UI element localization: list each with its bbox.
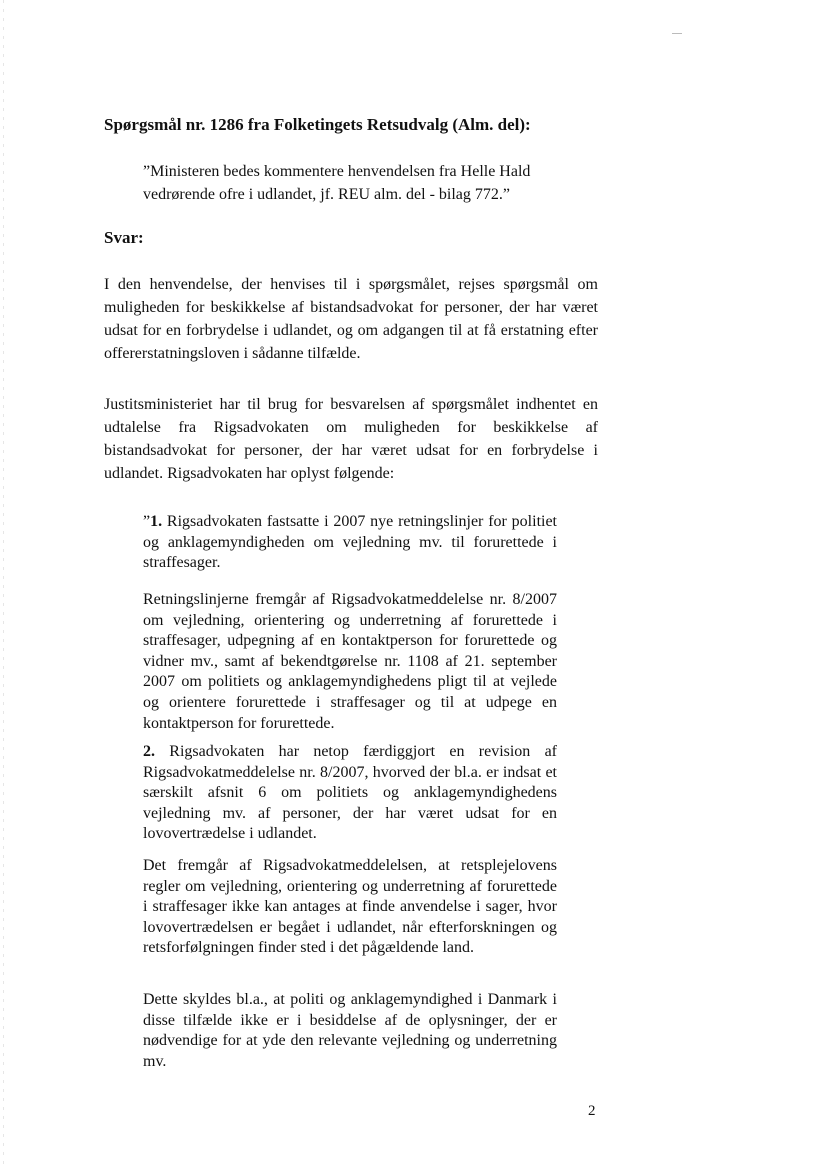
quoted-item-2-followup: Det fremgår af Rigsadvokatmeddelelsen, at retsplejelovens regler om vejledning, orientering og underretning af forurettede i straffesager ikke kan antages at finde anvendelse i sager, hvor lovovertrædelsen er begået i udlandet, når efterforskningen og retsforfølgningen finder sted i det pågældende land. [143,857,557,957]
quoted-item-2 [143,742,557,845]
question-heading: Spørgsmål nr. 1286 fra Folketingets Retsudvalg (Alm. del): [104,115,531,134]
scan-mark [672,33,682,34]
item-number-1: 1. [150,513,163,530]
quoted-item-1 [143,512,557,574]
answer-label: Svar: [104,228,144,247]
question-quote: ”Ministeren bedes kommentere henvendelsen fra Helle Hald vedrørende ofre i udlandet, jf. REU alm. del - bilag 772.” [143,163,531,203]
answer-paragraph-1: I den henvendelse, der henvises til i spørgsmålet, rejses spørgsmål om muligheden for beskikkelse af bistandsadvokat for personer, der har været udsat for en forbrydelse i udlandet, og om adgangen til at få erstatning efter offererstatningsloven i sådanne tilfælde. [104,276,598,362]
quoted-item-2-followup-2: Dette skyldes bl.a., at politi og anklagemyndighed i Danmark i disse tilfælde ikke er i besiddelse af de oplysninger, der er nødvendige for at yde den relevante vejledning og underretning mv. [143,991,557,1070]
item-number-2: 2. [143,743,155,760]
page-number: 2 [588,1103,596,1119]
item-2-text: Rigsadvokaten har netop færdiggjort en revision af Rigsadvokatmeddelelse nr. 8/2007, hvorved der bl.a. er indsat et særskilt afsnit 6 om politiets og anklagemyndighedens vejledning mv. af personer, der har været udsat for en lovovertrædelse i udlandet. [143,743,557,843]
item-1-text: Rigsadvokaten fastsatte i 2007 nye retningslinjer for politiet og anklagemyndigheden om vejledning mv. til forurettede i straffesager. [143,513,557,572]
scan-edge-line [3,0,4,1169]
open-quote-mark: ” [143,513,151,530]
answer-paragraph-2: Justitsministeriet har til brug for besvarelsen af spørgsmålet indhentet en udtalelse fra Rigsadvokaten om muligheden for beskikkelse af bistandsadvokat for personer, der har været udsat for en forbrydelse i udlandet. Rigsadvokaten har oplyst følgende: [104,396,598,482]
quoted-item-1-followup: Retningslinjerne fremgår af Rigsadvokatmeddelelse nr. 8/2007 om vejledning, orientering og underretning af forurettede i straffesager, udpegning af en kontaktperson for forurettede og vidner mv., samt af bekendtgørelse nr. 1108 af 21. september 2007 om politiets og anklagemyndighedens pligt til at vejlede og orientere forurettede i straffesager og til at udpege en kontaktperson for forurettede. [143,591,557,732]
